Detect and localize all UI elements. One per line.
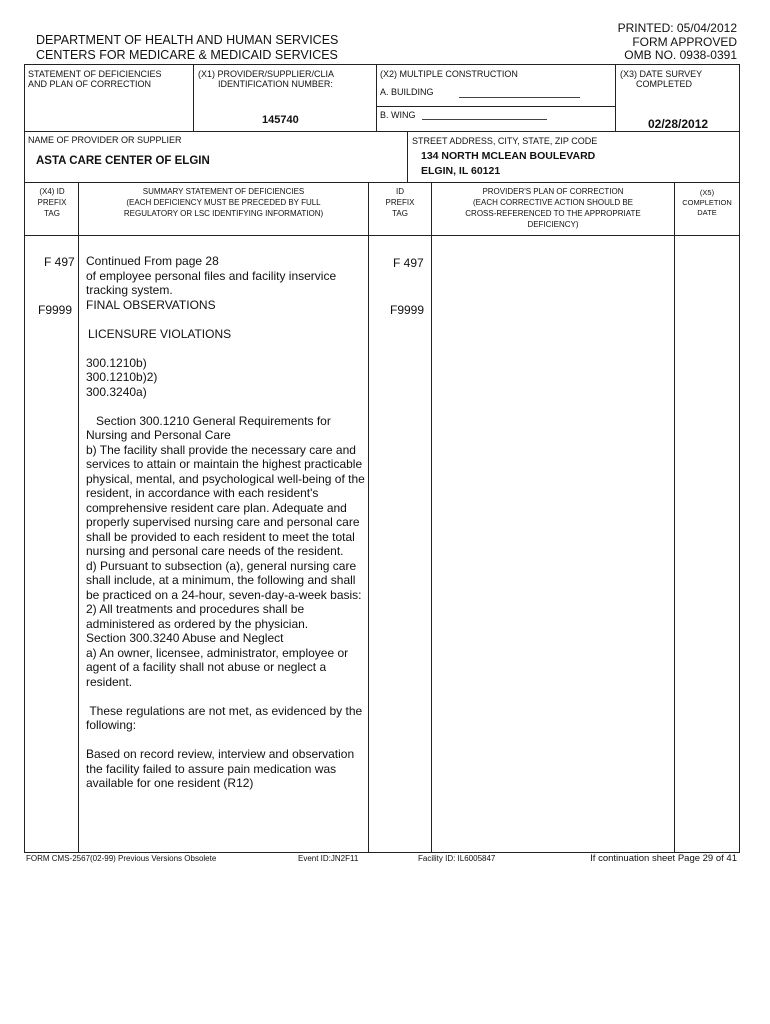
x1-label-2: IDENTIFICATION NUMBER: [218, 79, 333, 89]
x2-label: (X2) MULTIPLE CONSTRUCTION [380, 69, 518, 79]
facility-id: Facility ID: IL6005847 [418, 854, 496, 863]
provider-name-label: NAME OF PROVIDER OR SUPPLIER [28, 135, 182, 145]
prefix-tag-right: F 497 [393, 256, 424, 270]
narrative-paragraph: Based on record review, interview and observation the facility failed to assure pain medication was available for one resident (R12) [86, 747, 355, 790]
rule [24, 235, 740, 236]
event-id: Event ID:JN2F11 [298, 854, 359, 863]
regulation-citation: 300.1210b)2) [86, 370, 158, 384]
address-label: STREET ADDRESS, CITY, STATE, ZIP CODE [412, 136, 598, 146]
narrative-paragraph: d) Pursuant to subsection (a), general nursing care shall include, at a minimum, the following and shall be practiced on a 24-hour, seven-day-a-week basis: [86, 558, 362, 602]
prefix-tag-left: F9999 [38, 303, 73, 317]
rule [615, 64, 616, 131]
provider-number: 145740 [262, 114, 299, 126]
x4-heading [26, 186, 78, 219]
page-continuation: If continuation sheet Page 29 of 41 [590, 853, 737, 864]
plan-heading-line: (EACH CORRECTIVE ACTION SHOULD BE [472, 198, 634, 207]
rule [376, 106, 615, 107]
rule [431, 182, 432, 852]
regulation-citation: 300.3240a) [86, 384, 147, 399]
plan-heading-line: DEFICIENCY) [527, 220, 579, 229]
section-heading: LICENSURE VIOLATIONS [88, 326, 232, 341]
wing-blank-line [422, 119, 547, 120]
rule [376, 64, 377, 131]
rule [24, 182, 740, 183]
statement-label-2: AND PLAN OF CORRECTION [28, 79, 152, 89]
prefix-tag-right: F9999 [390, 303, 425, 317]
x5-heading [675, 188, 739, 218]
plan-heading [432, 186, 674, 230]
id-heading-line: TAG [392, 209, 408, 218]
x3-label-1: (X3) DATE SURVEY [620, 69, 703, 79]
narrative-paragraph: 2) All treatments and procedures shall be administered as ordered by the physician. [86, 602, 309, 631]
rule [24, 131, 740, 132]
section-heading: FINAL OBSERVATIONS [86, 297, 216, 312]
department-name: DEPARTMENT OF HEALTH AND HUMAN SERVICES [36, 33, 339, 47]
narrative-line: Continued From page 28 [86, 254, 219, 268]
plan-heading-line: CROSS-REFERENCED TO THE APPROPRIATE [465, 209, 641, 218]
narrative-paragraph: b) The facility shall provide the necessary care and services to attain or maintain the highest practicable physical, mental, and psychological well-being of the resident, in accordance with each resident's comprehensive resident care plan. Adequate and properly supervised nursing care and personal care shall be provided to each resident to meet the total nursing and personal care needs of the resident. [86, 442, 365, 558]
prefix-tag-left: F 497 [44, 255, 75, 269]
rule [24, 64, 740, 65]
rule [407, 131, 408, 182]
statement-label-1: STATEMENT OF DEFICIENCIES [28, 69, 162, 79]
rule [674, 182, 675, 852]
narrative-paragraph: These regulations are not met, as evidenced by the following: [86, 703, 366, 732]
id-heading-line: PREFIX [385, 198, 415, 207]
form-approved: FORM APPROVED [632, 35, 737, 49]
building-label: A. BUILDING [380, 87, 434, 97]
rule [368, 182, 369, 852]
address-city: ELGIN, IL 60121 [421, 165, 501, 177]
rule [24, 64, 25, 852]
x4-heading-line: TAG [44, 209, 60, 218]
address-street: 134 NORTH MCLEAN BOULEVARD [421, 150, 596, 162]
narrative-paragraph: Section 300.3240 Abuse and Neglect [86, 631, 284, 645]
survey-date: 02/28/2012 [648, 117, 709, 131]
provider-name: ASTA CARE CENTER OF ELGIN [36, 155, 210, 167]
x5-heading-line: DATE [697, 208, 717, 217]
x3-label-2: COMPLETED [636, 79, 693, 89]
narrative-paragraph: of employee personal files and facility inservice tracking system. [86, 268, 337, 297]
rule [78, 182, 79, 852]
summary-heading-line: REGULATORY OR LSC IDENTIFYING INFORMATION) [123, 209, 324, 218]
x4-heading-line: (X4) ID [39, 187, 65, 196]
wing-label: B. WING [380, 110, 416, 120]
rule [193, 64, 194, 131]
x1-label-1: (X1) PROVIDER/SUPPLIER/CLIA [198, 69, 335, 79]
agency-name: CENTERS FOR MEDICARE & MEDICAID SERVICES [36, 48, 338, 62]
deficiency-narrative [86, 254, 366, 791]
omb-number: OMB NO. 0938-0391 [624, 48, 737, 62]
rule [739, 64, 740, 852]
summary-heading-line: SUMMARY STATEMENT OF DEFICIENCIES [142, 187, 305, 196]
plan-heading-line: PROVIDER'S PLAN OF CORRECTION [482, 187, 624, 196]
form-id: FORM CMS-2567(02-99) Previous Versions Obsolete [26, 854, 217, 863]
id-heading [369, 186, 431, 219]
building-blank-line [459, 97, 580, 98]
summary-heading-line: (EACH DEFICIENCY MUST BE PRECEDED BY FULL [126, 198, 321, 207]
narrative-paragraph: Section 300.1210 General Requirements for Nursing and Personal Care [86, 413, 335, 442]
regulation-citation: 300.1210b) [86, 355, 147, 370]
x5-heading-line: COMPLETION [682, 198, 732, 207]
x4-heading-line: PREFIX [37, 198, 67, 207]
id-heading-line: ID [396, 187, 404, 196]
summary-heading [79, 186, 368, 219]
x5-heading-line: (X5) [699, 188, 715, 197]
narrative-paragraph: a) An owner, licensee, administrator, employee or agent of a facility shall not abuse or neglect a resident. [86, 645, 349, 689]
printed-date: PRINTED: 05/04/2012 [617, 21, 737, 35]
